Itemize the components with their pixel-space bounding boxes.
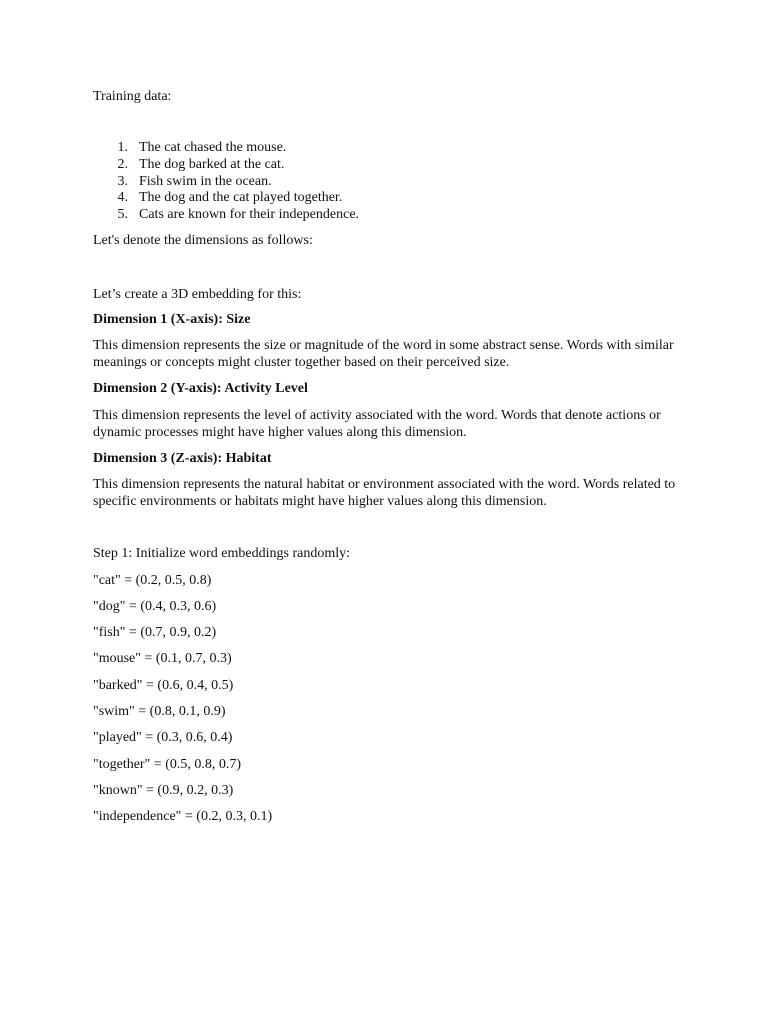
list-item-number: 5. — [117, 207, 128, 222]
dimension-heading: Dimension 2 (Y-axis): Activity Level — [93, 381, 308, 396]
dimension-description: This dimension represents the size or magnitude of the word in some abstract sense. Words with similar meanings or concepts might cluster together based on their perceived size. — [93, 338, 674, 370]
create-embedding-line: Let’s create a 3D embedding for this: — [93, 287, 302, 302]
embedding-line: "known" = (0.9, 0.2, 0.3) — [93, 783, 234, 798]
embedding-line: "played" = (0.3, 0.6, 0.4) — [93, 730, 233, 745]
embedding-line: "together" = (0.5, 0.8, 0.7) — [93, 757, 242, 772]
training-data-label: Training data: — [93, 89, 172, 104]
list-item-text: The cat chased the mouse. — [139, 140, 287, 155]
dimension-heading: Dimension 1 (X-axis): Size — [93, 312, 251, 327]
dimension-heading: Dimension 3 (Z-axis): Habitat — [93, 451, 272, 466]
embedding-line: "fish" = (0.7, 0.9, 0.2) — [93, 625, 217, 640]
denote-dimensions-line: Let's denote the dimensions as follows: — [93, 233, 313, 248]
list-item-text: Fish swim in the ocean. — [139, 174, 272, 189]
embedding-line: "swim" = (0.8, 0.1, 0.9) — [93, 704, 226, 719]
step-1-line: Step 1: Initialize word embeddings randomly: — [93, 546, 351, 561]
list-item-number: 2. — [117, 157, 128, 172]
dimension-description: This dimension represents the level of activity associated with the word. Words that denote actions or dynamic processes might have higher values along this dimension. — [93, 408, 661, 440]
embedding-line: "cat" = (0.2, 0.5, 0.8) — [93, 573, 212, 588]
embedding-line: "barked" = (0.6, 0.4, 0.5) — [93, 678, 234, 693]
list-item-number: 1. — [117, 140, 128, 155]
list-item-text: Cats are known for their independence. — [139, 207, 360, 222]
embedding-line: "mouse" = (0.1, 0.7, 0.3) — [93, 651, 232, 666]
list-item-text: The dog barked at the cat. — [139, 157, 285, 172]
list-item-number: 3. — [117, 174, 128, 189]
embedding-line: "dog" = (0.4, 0.3, 0.6) — [93, 599, 217, 614]
dimension-description: This dimension represents the natural habitat or environment associated with the word. Words related to specific environments or habitats might have higher values along this dimension. — [93, 477, 676, 509]
list-item-text: The dog and the cat played together. — [139, 190, 343, 205]
list-item-number: 4. — [117, 190, 128, 205]
embedding-line: "independence" = (0.2, 0.3, 0.1) — [93, 809, 273, 824]
